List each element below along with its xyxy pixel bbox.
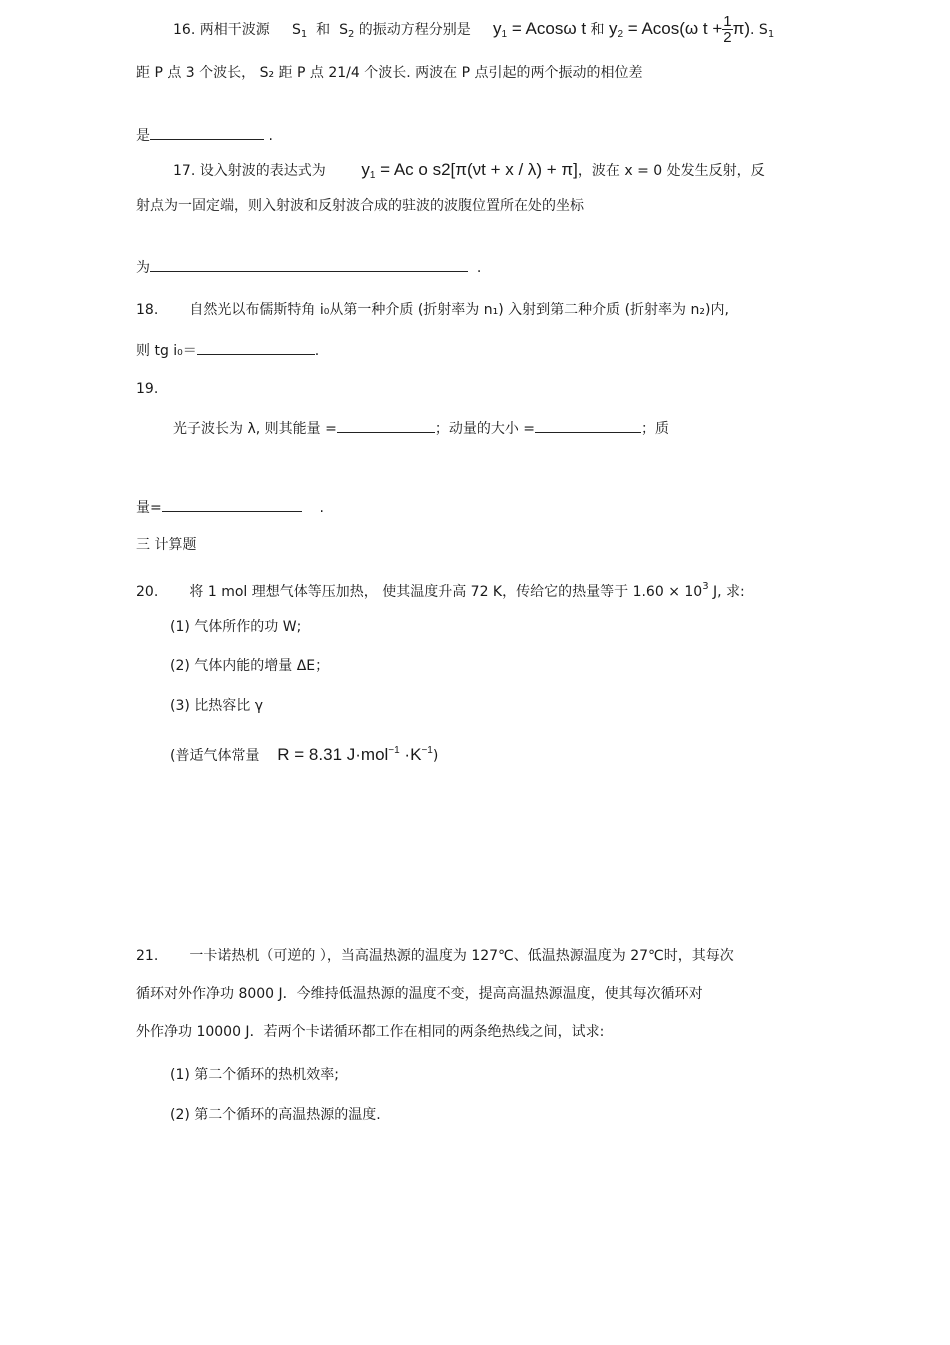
- q16-and: 和: [316, 21, 331, 38]
- q21-line2: 循环对外作净功 8000 J．今维持低温热源的温度不变，提高高温热源温度，使其每次循环对: [136, 986, 703, 1002]
- q21-number: 21.: [136, 948, 159, 964]
- q18-line2: 则 tg i₀＝ .: [136, 339, 319, 361]
- q17-answer-blank[interactable]: [150, 256, 468, 272]
- q16-number: 16.: [173, 21, 196, 38]
- q18-answer-blank[interactable]: [197, 339, 315, 355]
- q17-line3: 为 .: [136, 256, 481, 278]
- q19-number: 19.: [136, 381, 159, 397]
- q19-mass-blank[interactable]: [162, 496, 302, 512]
- q16-text-b: 的振动方程分别是: [358, 21, 471, 38]
- section-title: 三 计算题: [136, 537, 197, 553]
- q20-constant-equation: R = 8.31 $J\cdot mol^{-1} \cdot K^{-1}$: [277, 745, 433, 764]
- q20-constant: (普适气体常量 R = 8.31 $J\cdot mol^{-1} \cdot K^{-1}$): [170, 745, 439, 764]
- q20-item-3: (3) 比热容比 γ: [170, 698, 264, 714]
- q18-line1: 18. 自然光以布儒斯特角 i₀从第一种介质 (折射率为 n₁) 入射到第二种介质 (折射率为 n₂)内,: [136, 302, 729, 318]
- q16-and-2: 和: [586, 21, 609, 38]
- q16-text-a: 两相干波源: [199, 21, 270, 38]
- q16-line1: [173, 14, 774, 45]
- q20-line1: 20. 将 1 mol 理想气体等压加热， 使其温度升高 72 K，传给它的热量等于 $1.60 \times 10^3$ J, 求:: [136, 581, 745, 600]
- q20-item-1: (1) 气体所作的功 W;: [170, 619, 302, 635]
- q19-momentum-blank[interactable]: [535, 417, 641, 433]
- q16-line2: 距 P 点 3 个波长， S₂ 距 P 点 21/4 个波长. 两波在 P 点引起的两个振动的相位差: [136, 65, 643, 81]
- q20-number: 20.: [136, 584, 159, 600]
- q21-line1: 21. 一卡诺热机（可逆的 ），当高温热源的温度为 127℃、低温热源温度为 27℃时，其每次: [136, 948, 734, 964]
- q16-line3: 是 .: [136, 124, 273, 146]
- q20-item-2: (2) 气体内能的增量 ΔE；: [170, 658, 330, 674]
- q17-text-a: 设入射波的表达式为: [199, 163, 326, 179]
- q16-equation-1: $y_1 = Acos\omega$ t: [493, 18, 587, 40]
- q16-answer-blank[interactable]: [150, 124, 264, 140]
- q16-after-eq: . $S_1$: [750, 21, 775, 40]
- q19-line2: 量= .: [136, 496, 324, 518]
- q21-line3: 外作净功 10000 J．若两个卡诺循环都工作在相同的两条绝热线之间，试求:: [136, 1024, 605, 1040]
- q17-text-b: ，波在 x = 0 处发生反射，反: [577, 163, 765, 179]
- q19-line1: 光子波长为 λ, 则其能量 = ；动量的大小 = ；质: [173, 417, 669, 439]
- q21-item-1: (1) 第二个循环的热机效率;: [170, 1067, 339, 1083]
- q18-number: 18.: [136, 302, 159, 318]
- q17-line2: 射点为一固定端，则入射波和反射波合成的驻波的波腹位置所在处的坐标: [136, 198, 584, 214]
- q21-item-2: (2) 第二个循环的高温热源的温度.: [170, 1107, 381, 1123]
- q16-fraction: $\frac{1}{2}$: [723, 13, 732, 46]
- q16-s1: $S_1$: [291, 21, 308, 40]
- q17-number: 17.: [173, 163, 196, 179]
- q16-s2: $S_2$: [339, 21, 355, 40]
- q17-equation: $y_1 = Ac$ o s2[π(νt + x / λ) + π]: [361, 160, 578, 181]
- q19-energy-blank[interactable]: [337, 417, 435, 433]
- q17-line1: [173, 160, 765, 186]
- q16-equation-2: $y_2 = Acos(\omega$ t + $\frac{1}{2}$ π): [608, 13, 751, 46]
